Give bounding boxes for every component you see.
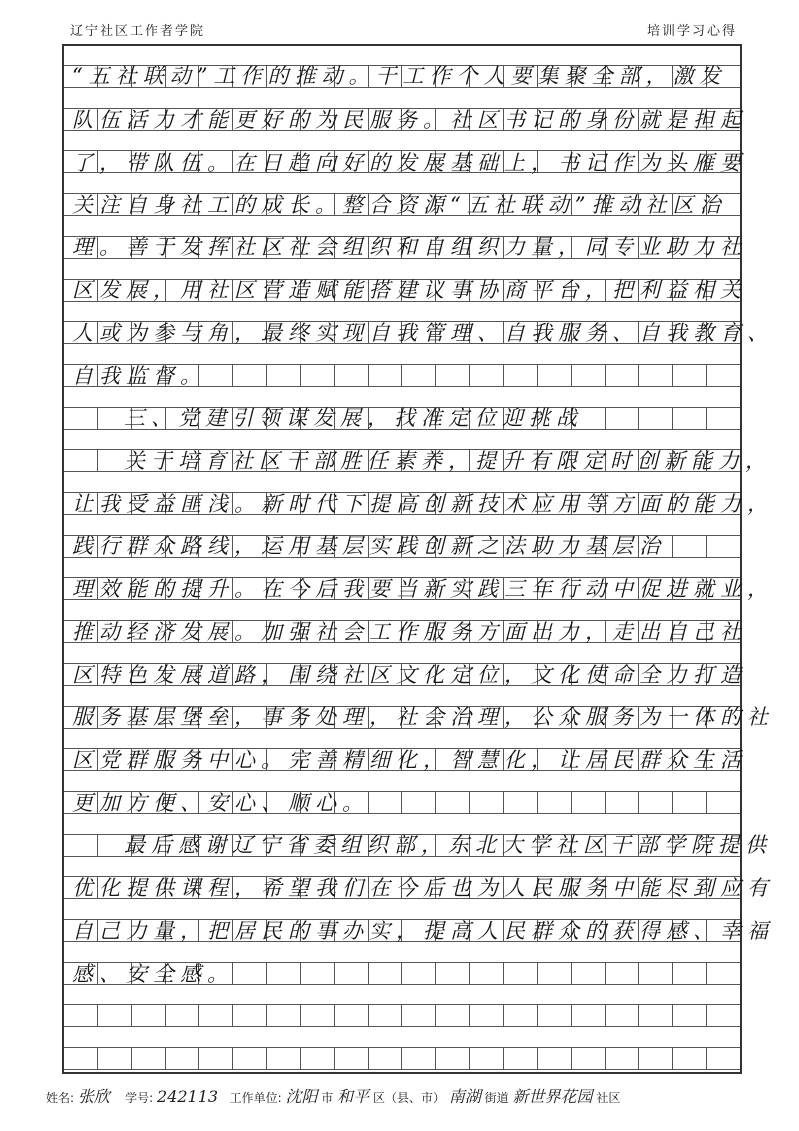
grid-cell [369,1048,403,1069]
grid-cell [572,1005,606,1026]
grid-cell [673,1048,707,1069]
grid-cell [639,963,673,984]
document-type-header: 培训学习心得 [646,24,737,39]
grid-cell [402,1005,436,1026]
grid-cell [572,792,606,813]
line-20: 优化提供课程，希望我们在今后也为人民服务中能尽到应有 [72,876,774,900]
grid-cell [504,1005,538,1026]
grid-cell [64,408,98,429]
grid-cell [402,1048,436,1069]
line-14: 推动经济发展。加强社会工作服务方面出力，走出自己社 [72,620,747,644]
name-label: 姓名: [46,1091,75,1105]
grid-cell [538,1005,572,1026]
grid-cell [267,963,301,984]
grid-cell [606,408,640,429]
grid-cell [538,1048,572,1069]
street-label: 街道 [484,1091,509,1105]
line-12: 践行群众路线，运用基层实践创新之法助力基层治 [72,534,666,558]
grid-cell [707,1005,740,1026]
grid-cell [402,963,436,984]
grid-cell [606,792,640,813]
line-18: 更加方便、安心、顺心。 [72,791,369,815]
line-7: 人或为参与角，最终实现自我管理、自我服务、自我教育、 [72,321,774,345]
grid-cell [98,1048,132,1069]
line-11: 让我受益匪浅。新时代下提高创新技术应用等方面的能力， [72,492,774,516]
line-16: 服务基层堡垒，事务处理，社会治理，公众服务为一体的社 [72,705,774,729]
grid-cell [673,536,707,557]
district-label: 区（县、市） [372,1091,445,1105]
grid-cell [233,963,267,984]
grid-cell [639,365,673,386]
grid-cell [673,365,707,386]
grid-cell [470,963,504,984]
grid-cell [98,1005,132,1026]
line-22: 感、安全感。 [72,962,234,986]
line-1: “五社联动”工作的推动。干工作个人要集聚全部，激发 [72,64,727,88]
grid-cell [639,1048,673,1069]
id-label: 学号: [125,1091,154,1105]
line-3: 了，带队伍。在日趋向好的发展基础上，书记作为头雁要 [72,151,747,175]
grid-cell [301,1048,335,1069]
grid-cell [132,1005,166,1026]
grid-cell [199,1005,233,1026]
id-value: 242113 [157,1087,219,1106]
student-info-footer [46,1084,620,1107]
community-value: 新世界花园 [512,1087,593,1106]
grid-cell [707,365,740,386]
grid-cell [369,1005,403,1026]
grid-cell [639,1005,673,1026]
grid-cell [639,792,673,813]
grid-cell [335,1048,369,1069]
line-5: 理。善于发挥社区社会组织和自组织力量，同专业助力社 [72,235,747,259]
grid-cell [470,1005,504,1026]
grid-cell [606,1048,640,1069]
grid-cell [132,1048,166,1069]
grid-cell [538,963,572,984]
grid-cell [504,1048,538,1069]
grid-cell [233,1005,267,1026]
grid-cell [166,1005,200,1026]
grid-row [64,1004,740,1027]
grid-cell [470,365,504,386]
grid-cell [436,1005,470,1026]
grid-cell [335,1005,369,1026]
grid-cell [369,792,403,813]
line-15: 区特色发展道路，围绕社区文化定位，文化使命全力打造 [72,663,747,687]
city-value: 沈阳 [285,1087,318,1106]
grid-cell [673,1005,707,1026]
grid-cell [673,792,707,813]
line-17: 区党群服务中心。完善精细化，智慧化，让居民群众生活 [72,748,747,772]
school-header: 辽宁社区工作者学院 [70,24,206,39]
grid-cell [470,1048,504,1069]
grid-cell [707,1048,740,1069]
grid-cell [267,1005,301,1026]
city-label: 市 [321,1091,334,1105]
grid-cell [572,1048,606,1069]
line-21: 自己力量，把居民的事办实，提高人民群众的获得感、幸福 [72,919,774,943]
grid-cell [707,536,740,557]
grid-cell [301,1005,335,1026]
line-4: 关注自身社工的成长。整合资源“五社联动”推动社区治 [72,193,727,217]
grid-cell [707,963,740,984]
grid-cell [402,792,436,813]
grid-cell [538,792,572,813]
district-value: 和平 [337,1087,370,1106]
grid-cell [369,365,403,386]
grid-cell [335,365,369,386]
community-label: 社区 [596,1091,621,1105]
name-value: 张欣 [77,1087,110,1106]
grid-cell [64,835,98,856]
grid-cell [572,365,606,386]
grid-cell [606,365,640,386]
line-13: 理效能的提升。在今后我要当新实践三年行动中促进就业， [72,577,774,601]
line-19: 最后感谢辽宁省委组织部，东北大学社区干部学院提供 [124,833,772,857]
street-value: 南湖 [448,1087,481,1106]
grid-cell [436,365,470,386]
line-8: 自我监督。 [72,364,207,388]
grid-cell [233,365,267,386]
grid-cell [673,408,707,429]
grid-cell [301,365,335,386]
grid-cell [538,365,572,386]
grid-cell [436,792,470,813]
grid-cell [64,1005,98,1026]
line-10: 关于培育社区干部胜任素养，提升有限定时创新能力， [124,449,772,473]
grid-cell [639,408,673,429]
grid-cell [673,963,707,984]
grid-cell [504,963,538,984]
grid-row [64,1047,740,1070]
line-6: 区发展，用社区营造赋能搭建议事协商平台，把利益相关 [72,278,747,302]
grid-cell [504,365,538,386]
grid-cell [707,792,740,813]
grid-cell [369,963,403,984]
grid-cell [470,792,504,813]
grid-cell [267,1048,301,1069]
grid-cell [436,1048,470,1069]
unit-label: 工作单位: [229,1091,282,1105]
grid-cell [166,1048,200,1069]
grid-cell [707,408,740,429]
grid-cell [233,1048,267,1069]
grid-cell [402,365,436,386]
grid-cell [301,963,335,984]
grid-cell [504,792,538,813]
grid-cell [606,1005,640,1026]
grid-cell [436,963,470,984]
grid-cell [64,450,98,471]
grid-cell [267,365,301,386]
line-2: 队伍活力才能更好的为民服务。社区书记的身份就是担起 [72,108,747,132]
grid-cell [606,963,640,984]
line-9: 三、党建引领谋发展，找准定位迎挑战 [124,406,583,430]
grid-cell [335,963,369,984]
grid-cell [64,1048,98,1069]
grid-cell [199,1048,233,1069]
writing-grid [62,44,774,1074]
grid-cell [572,963,606,984]
